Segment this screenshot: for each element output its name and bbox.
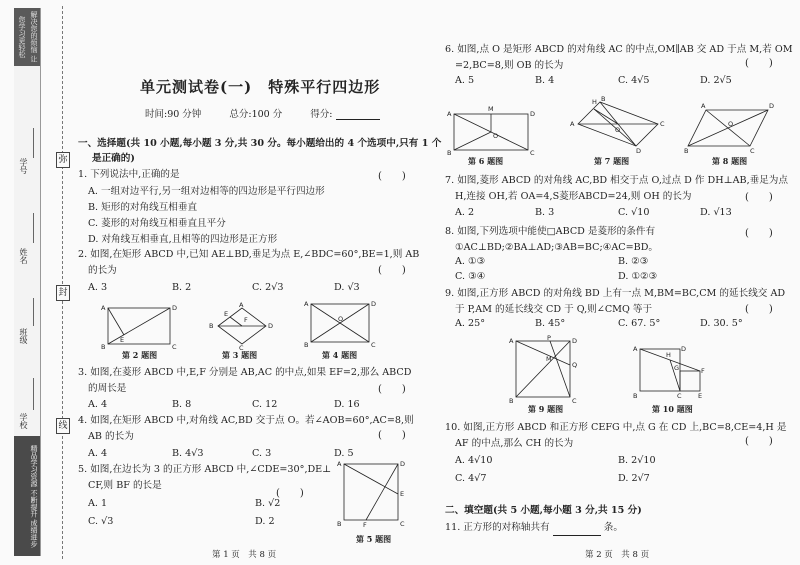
q3-option-a: A. 4 xyxy=(88,399,108,410)
q7-answer-paren[interactable]: ( ) xyxy=(745,192,773,203)
svg-text:B: B xyxy=(337,520,342,528)
figure-q4 xyxy=(303,300,377,348)
q7-option-b: B. 3 xyxy=(535,207,555,218)
svg-text:O: O xyxy=(728,120,734,128)
seal-dashed-line xyxy=(62,6,63,559)
svg-text:A: A xyxy=(570,120,575,128)
section-1-heading: 一、选择题(共 10 小题,每小题 3 分,共 30 分。每小题给出的 4 个选项中,只有 1 个 xyxy=(78,138,442,149)
q7-option-d: D. √13 xyxy=(700,207,732,218)
q6-answer-paren[interactable]: ( ) xyxy=(745,58,773,69)
footer-left-page: 第 1 页 共 8 页 xyxy=(212,550,277,560)
q2-option-c: C. 2√3 xyxy=(252,282,284,293)
fill-line xyxy=(33,128,34,158)
seal-char: 弥 xyxy=(56,152,70,168)
q2-stem: 2. 如图,在矩形 ABCD 中,已知 AE⊥BD,垂足为点 E,∠BDC=60°,BE=1,则 AB xyxy=(78,249,420,260)
q3-option-b: B. 8 xyxy=(172,399,192,410)
q3-option-d: D. 16 xyxy=(334,399,360,410)
seal-char: 线 xyxy=(56,418,70,434)
q6-stem-cont: =2,BC=8,则 OB 的长为 xyxy=(455,60,564,71)
figure-q7 xyxy=(570,96,666,154)
q10-option-a: A. 4√10 xyxy=(455,455,493,466)
q2-stem-cont: 的长为 xyxy=(88,265,117,276)
figure-q6 xyxy=(446,104,536,156)
q4-option-c: C. 3 xyxy=(252,448,272,459)
figure-q8-caption: 第 8 题图 xyxy=(712,156,748,166)
q5-stem-cont: CF,则 BF 的长是 xyxy=(88,480,162,491)
q7-stem-cont: H,连接 OH,若 OA=4,S菱形ABCD=24,则 OH 的长为 xyxy=(455,191,692,202)
q10-option-b: B. 2√10 xyxy=(618,455,656,466)
svg-text:A: A xyxy=(509,337,514,345)
score-label: 得分: xyxy=(310,109,333,120)
school-label: 学校 xyxy=(19,413,28,429)
svg-text:D: D xyxy=(172,304,178,312)
q7-option-c: C. √10 xyxy=(618,207,650,218)
svg-text:D: D xyxy=(371,300,377,308)
q4-option-a: A. 4 xyxy=(88,448,108,459)
svg-text:B: B xyxy=(101,343,106,351)
svg-text:Q: Q xyxy=(572,361,578,369)
q5-option-d: D. 2 xyxy=(255,516,275,527)
exam-meta xyxy=(145,106,380,120)
svg-text:C: C xyxy=(371,341,376,349)
q5-option-b: B. √2 xyxy=(255,498,281,509)
svg-text:D: D xyxy=(400,460,406,468)
q4-answer-paren[interactable]: ( ) xyxy=(378,430,406,441)
total-score: 总分:100 分 xyxy=(229,109,283,120)
svg-text:M: M xyxy=(546,355,552,363)
svg-text:H: H xyxy=(592,98,597,106)
figure-q9-caption: 第 9 题图 xyxy=(528,404,564,414)
q9-option-b: B. 45° xyxy=(535,318,566,329)
svg-text:D: D xyxy=(636,147,642,155)
q3-option-c: C. 12 xyxy=(252,399,278,410)
figure-q5-caption: 第 5 题图 xyxy=(356,534,392,544)
svg-text:A: A xyxy=(447,110,452,118)
q8-option-d: D. ①②③ xyxy=(618,271,658,282)
q10-stem: 10. 如图,正方形 ABCD 和正方形 CEFG 中,点 G 在 CD 上,BC=8,CE=4,H 是 xyxy=(445,422,787,433)
q6-option-c: C. 4√5 xyxy=(618,75,650,86)
q6-stem: 6. 如图,点 O 是矩形 ABCD 的对角线 AC 的中点,OM∥AB 交 AD 于点 M,若 OM xyxy=(445,44,793,55)
svg-text:F: F xyxy=(244,316,248,324)
q6-option-b: B. 4 xyxy=(535,75,555,86)
q3-answer-paren[interactable]: ( ) xyxy=(378,384,406,395)
figure-q4-caption: 第 4 题图 xyxy=(322,350,358,360)
q2-option-b: B. 2 xyxy=(172,282,192,293)
q10-answer-paren[interactable]: ( ) xyxy=(745,436,773,447)
q4-option-d: D. 5 xyxy=(334,448,354,459)
svg-text:A: A xyxy=(101,304,106,312)
q10-option-c: C. 4√7 xyxy=(455,473,487,484)
class-label: 班级 xyxy=(19,328,28,344)
page-title: 单元测试卷(一) 特殊平行四边形 xyxy=(140,78,381,96)
svg-text:C: C xyxy=(530,149,535,157)
svg-text:C: C xyxy=(750,147,755,155)
svg-text:M: M xyxy=(488,105,494,113)
student-id-label: 学号 xyxy=(19,158,28,174)
score-blank[interactable] xyxy=(336,110,380,120)
q2-answer-paren[interactable]: ( ) xyxy=(378,265,406,276)
svg-text:B: B xyxy=(601,95,606,103)
q9-option-c: C. 67. 5° xyxy=(618,318,661,329)
q1-option-d: D. 对角线互相垂直,且相等的四边形是正方形 xyxy=(88,234,278,245)
q9-stem-cont: 于 P,AM 的延长线交 CD 于 Q,则∠CMQ 等于 xyxy=(455,304,653,315)
q1-stem: 1. 下列说法中,正确的是 xyxy=(78,169,180,180)
svg-text:C: C xyxy=(239,344,244,352)
q10-stem-cont: AF 的中点,那么 CH 的长为 xyxy=(455,438,574,449)
svg-text:B: B xyxy=(209,322,214,330)
q3-stem: 3. 如图,在菱形 ABCD 中,E,F 分别是 AB,AC 的中点,如果 EF=2,那么 ABCD xyxy=(78,367,412,378)
svg-text:A: A xyxy=(239,301,244,309)
q7-option-a: A. 2 xyxy=(455,207,475,218)
svg-text:C: C xyxy=(677,392,682,400)
svg-text:A: A xyxy=(633,345,638,353)
q2-option-a: A. 3 xyxy=(88,282,108,293)
figure-q3-caption: 第 3 题图 xyxy=(222,350,258,360)
figure-q7-caption: 第 7 题图 xyxy=(594,156,630,166)
svg-text:C: C xyxy=(572,397,577,405)
svg-text:A: A xyxy=(337,460,342,468)
seal-char: 封 xyxy=(56,285,70,301)
q11-answer-blank[interactable] xyxy=(553,526,601,536)
svg-text:E: E xyxy=(400,490,405,498)
q8-answer-paren[interactable]: ( ) xyxy=(745,228,773,239)
svg-text:B: B xyxy=(304,341,309,349)
svg-text:G: G xyxy=(674,364,680,372)
q1-option-b: B. 矩形的对角线互相垂直 xyxy=(88,202,198,213)
q11-line xyxy=(445,520,623,536)
fill-line xyxy=(33,213,34,243)
svg-text:E: E xyxy=(120,336,125,344)
q3-stem-cont: 的周长是 xyxy=(88,383,127,394)
svg-text:H: H xyxy=(666,351,671,359)
q7-stem: 7. 如图,菱形 ABCD 的对角线 AC,BD 相交于点 O,过点 D 作 DH⊥AB,垂足为点 xyxy=(445,175,788,186)
footer-right-page: 第 2 页 共 8 页 xyxy=(585,550,650,560)
q11-stem: 11. 正方形的对称轴共有 xyxy=(445,522,550,533)
q1-answer-paren[interactable]: ( ) xyxy=(378,171,406,182)
figure-q3 xyxy=(204,301,276,352)
svg-text:O: O xyxy=(493,132,499,140)
svg-text:C: C xyxy=(660,120,665,128)
q2-option-d: D. √3 xyxy=(334,282,360,293)
svg-text:D: D xyxy=(268,322,274,330)
q8-stem: 8. 如图,下列选项中能使□ABCD 是菱形的条件有 xyxy=(445,226,656,237)
q5-option-a: A. 1 xyxy=(88,498,108,509)
strip-banner-bottom: 精品学习资源 不断提升 成绩进步 xyxy=(14,436,40,556)
svg-text:D: D xyxy=(530,110,536,118)
svg-text:C: C xyxy=(400,520,405,528)
figure-q8 xyxy=(684,102,776,154)
svg-text:P: P xyxy=(547,334,551,342)
q8-conditions: ①AC⊥BD;②BA⊥AD;③AB=BC;④AC=BD。 xyxy=(455,242,658,253)
figure-q2 xyxy=(100,302,190,350)
q8-option-c: C. ③④ xyxy=(455,271,486,282)
q5-option-c: C. √3 xyxy=(88,516,114,527)
q1-option-c: C. 菱形的对角线互相垂直且平分 xyxy=(88,218,226,229)
svg-text:B: B xyxy=(447,149,452,157)
svg-text:D: D xyxy=(769,102,775,110)
figure-q5 xyxy=(336,458,406,530)
svg-text:F: F xyxy=(701,367,705,375)
svg-text:O: O xyxy=(338,315,344,323)
svg-text:D: D xyxy=(572,337,578,345)
svg-text:B: B xyxy=(509,397,514,405)
q4-stem: 4. 如图,在矩形 ABCD 中,对角线 AC,BD 交于点 O。若∠AOB=60°,AC=8,则 xyxy=(78,415,414,426)
fill-line xyxy=(33,378,34,410)
q8-option-b: B. ②③ xyxy=(618,256,649,267)
q8-option-a: A. ①③ xyxy=(455,256,486,267)
figure-q10 xyxy=(632,343,712,405)
svg-text:D: D xyxy=(681,345,687,353)
svg-text:O: O xyxy=(615,126,621,134)
q5-stem: 5. 如图,在边长为 3 的正方形 ABCD 中,∠CDE=30°,DE⊥ xyxy=(78,464,332,475)
figure-q9 xyxy=(506,335,580,405)
binding-strip xyxy=(14,8,41,556)
q5-answer-paren[interactable]: ( ) xyxy=(276,488,304,499)
svg-text:A: A xyxy=(701,102,706,110)
q1-option-a: A. 一组对边平行,另一组对边相等的四边形是平行四边形 xyxy=(88,186,325,197)
q6-option-d: D. 2√5 xyxy=(700,75,732,86)
q4-stem-cont: AB 的长为 xyxy=(88,431,134,442)
figure-q2-caption: 第 2 题图 xyxy=(122,350,158,360)
svg-text:E: E xyxy=(224,310,229,318)
q10-option-d: D. 2√7 xyxy=(618,473,650,484)
q9-stem: 9. 如图,正方形 ABCD 的对角线 BD 上有一点 M,BM=BC,CM 的延长线交 AD xyxy=(445,288,786,299)
svg-text:B: B xyxy=(633,392,638,400)
svg-text:A: A xyxy=(304,300,309,308)
svg-text:B: B xyxy=(684,147,689,155)
time-limit: 时间:90 分钟 xyxy=(145,109,202,120)
name-label: 姓名 xyxy=(19,248,28,264)
section-2-heading: 二、填空题(共 5 小题,每小题 3 分,共 15 分) xyxy=(445,505,642,516)
q9-answer-paren[interactable]: ( ) xyxy=(745,304,773,315)
fill-line xyxy=(33,298,34,326)
svg-text:F: F xyxy=(363,521,367,529)
q6-option-a: A. 5 xyxy=(455,75,475,86)
strip-banner-top: 解决您的烦恼 让您学习更轻松 xyxy=(14,8,40,66)
q9-option-d: D. 30. 5° xyxy=(700,318,743,329)
figure-q6-caption: 第 6 题图 xyxy=(468,156,504,166)
svg-text:E: E xyxy=(698,392,703,400)
q9-option-a: A. 25° xyxy=(455,318,486,329)
svg-text:C: C xyxy=(172,343,177,351)
figure-q10-caption: 第 10 题图 xyxy=(652,404,693,414)
q11-tail: 条。 xyxy=(603,522,623,533)
q4-option-b: B. 4√3 xyxy=(172,448,204,459)
section-1-heading-cont: 是正确的) xyxy=(92,153,135,164)
